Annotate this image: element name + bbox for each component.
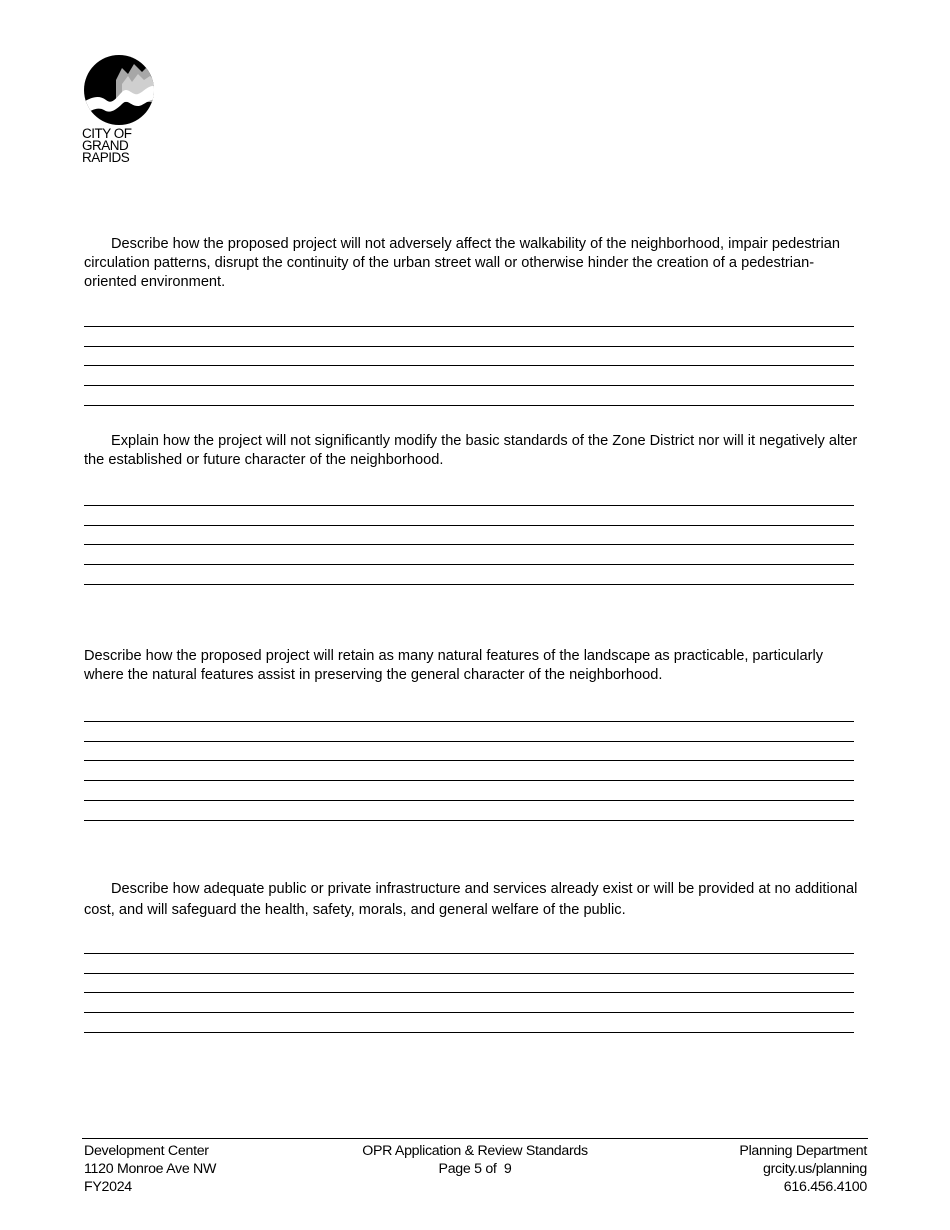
- answer-line[interactable]: [84, 526, 854, 546]
- footer-page-number: Page 5 of 9: [438, 1161, 512, 1177]
- answer-area-walkability[interactable]: [84, 307, 854, 406]
- question-zone-district: [84, 432, 864, 470]
- footer-center: [335, 1142, 615, 1178]
- answer-line[interactable]: [84, 565, 854, 585]
- answer-line[interactable]: [84, 974, 854, 994]
- question-text: Describe how the proposed project will retain as many natural features of the landscape as practicable, particularly where the natural features assist in preserving the general character of the neighborhood.: [84, 648, 823, 683]
- answer-line[interactable]: [84, 722, 854, 742]
- answer-line[interactable]: [84, 781, 854, 801]
- footer-fiscal-year: FY2024: [84, 1179, 132, 1195]
- answer-line[interactable]: [84, 307, 854, 327]
- city-of-grand-rapids-logo: [82, 54, 158, 170]
- answer-area-infrastructure[interactable]: [84, 934, 854, 1033]
- answer-line[interactable]: [84, 934, 854, 954]
- answer-line[interactable]: [84, 801, 854, 821]
- question-text: Explain how the project will not significantly modify the basic standards of the Zone District nor will it negatively alter the established or future character of the neighborhood.: [84, 433, 858, 468]
- logo-emblem-icon: [82, 54, 158, 126]
- footer-website: grcity.us/planning: [763, 1161, 867, 1177]
- logo-wordmark: [82, 128, 132, 164]
- answer-line[interactable]: [84, 761, 854, 781]
- answer-line[interactable]: [84, 506, 854, 526]
- answer-area-natural-features[interactable]: [84, 702, 854, 821]
- footer-left: [84, 1142, 216, 1196]
- answer-line[interactable]: [84, 993, 854, 1013]
- answer-line[interactable]: [84, 366, 854, 386]
- answer-area-zone-district[interactable]: [84, 486, 854, 585]
- question-infrastructure: [84, 879, 864, 921]
- footer-org-name: Development Center: [84, 1143, 209, 1159]
- question-walkability: [84, 235, 864, 292]
- footer-address: 1120 Monroe Ave NW: [84, 1161, 217, 1177]
- footer-doc-title: OPR Application & Review Standards: [362, 1143, 588, 1159]
- question-text: Describe how adequate public or private infrastructure and services already exist or will be provided at no additional cost, and will safeguard the health, safety, morals, and general welfare of the public.: [84, 881, 858, 918]
- footer-divider: [82, 1138, 868, 1139]
- question-text: Describe how the proposed project will not adversely affect the walkability of the neighborhood, impair pedestrian circulation patterns, disrupt the continuity of the urban street wall or otherwise hinder the creation of a pedestrian-oriented environment.: [84, 236, 841, 290]
- answer-line[interactable]: [84, 386, 854, 406]
- footer-department: Planning Department: [739, 1143, 867, 1159]
- answer-line[interactable]: [84, 327, 854, 347]
- answer-line[interactable]: [84, 954, 854, 974]
- answer-line[interactable]: [84, 742, 854, 762]
- answer-line[interactable]: [84, 545, 854, 565]
- answer-line[interactable]: [84, 1013, 854, 1033]
- logo-line-1: CITY OF: [82, 126, 132, 141]
- footer-phone: 616.456.4100: [783, 1179, 867, 1195]
- answer-line[interactable]: [84, 347, 854, 367]
- question-natural-features: [84, 647, 864, 685]
- footer-right: [739, 1142, 867, 1196]
- answer-line[interactable]: [84, 702, 854, 722]
- logo-line-2: GRAND: [82, 138, 129, 153]
- answer-line[interactable]: [84, 486, 854, 506]
- logo-line-3: RAPIDS: [82, 150, 130, 165]
